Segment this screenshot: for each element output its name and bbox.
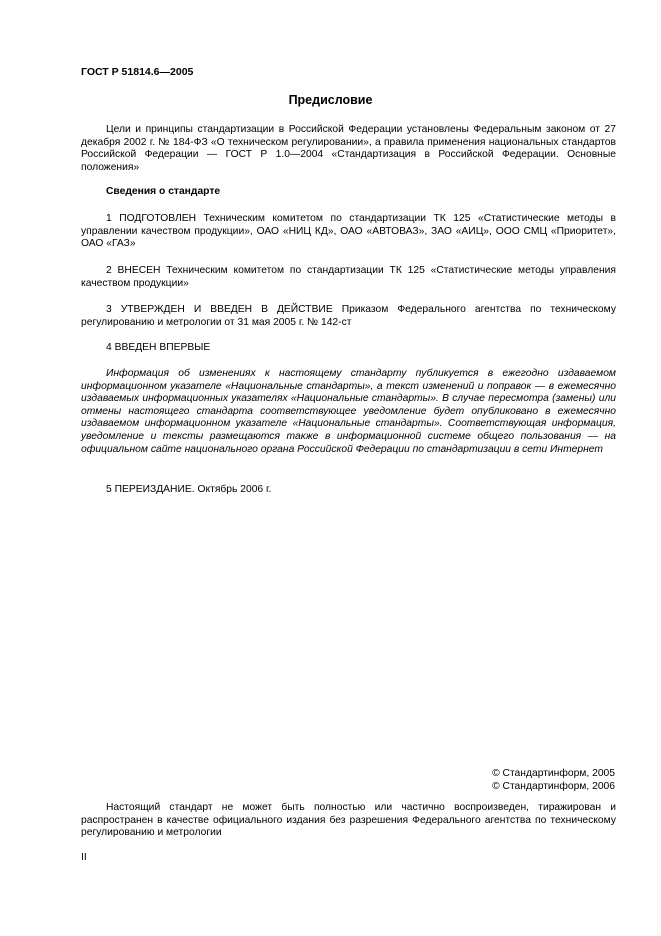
copyright-line-2: © Стандартинформ, 2006 xyxy=(492,781,615,792)
info-item-1: 1 ПОДГОТОВЛЕН Техническим комитетом по стандартизации ТК 125 «Статистические методы в управлении качеством продукции», ОАО «НИЦ КД», ОАО «АВТОВАЗ», ЗАО «АИЦ», ООО СМЦ «Приоритет», ОАО «ГАЗ» xyxy=(81,213,616,250)
info-item-3: 3 УТВЕРЖДЕН И ВВЕДЕН В ДЕЙСТВИЕ Приказом Федерального агентства по техническому регулированию и метрологии от 31 мая 2005 г. № 142-ст xyxy=(81,304,616,328)
copyright-line-1: © Стандартинформ, 2005 xyxy=(492,768,615,779)
reproduction-notice: Настоящий стандарт не может быть полностью или частично воспроизведен, тиражирован и распространен в качестве официального издания без разрешения Федерального агентства по техническому регулированию и метрологии xyxy=(81,802,616,839)
preface-title: Предисловие xyxy=(288,93,373,107)
page-number: II xyxy=(81,852,87,863)
changes-notice: Информация об изменениях к настоящему стандарту публикуется в ежегодно издаваемом информационном указателе «Национальные стандарты», а текст изменений и поправок — в ежемесячно издаваемых информационных указателях «Национальные стандарты». В случае пересмотра (замены) или отмены настоящего стандарта соответствующее уведомление будет опубликовано в ежемесячно издаваемом информационном указателе «Национальные стандарты». Соответствующая информация, уведомление и тексты размещаются также в информационной системе общего пользования — на официальном сайте национального органа Российской Федерации по стандартизации в сети Интернет xyxy=(81,368,616,455)
info-item-4: 4 ВВЕДЕН ВПЕРВЫЕ xyxy=(106,342,211,353)
info-heading: Сведения о стандарте xyxy=(106,186,221,197)
preface-intro: Цели и принципы стандартизации в Российской Федерации установлены Федеральным законом от 27 декабря 2002 г. № 184-ФЗ «О техническом регулировании», а правила применения национальных стандартов Российской Федерации — ГОСТ Р 1.0—2004 «Стандартизация в Российской Федерации. Основные положения» xyxy=(81,124,616,173)
document-number: ГОСТ Р 51814.6—2005 xyxy=(81,66,194,78)
info-item-2: 2 ВНЕСЕН Техническим комитетом по стандартизации ТК 125 «Статистические методы управления качеством продукции» xyxy=(81,265,616,289)
reissue-item: 5 ПЕРЕИЗДАНИЕ. Октябрь 2006 г. xyxy=(106,484,272,495)
